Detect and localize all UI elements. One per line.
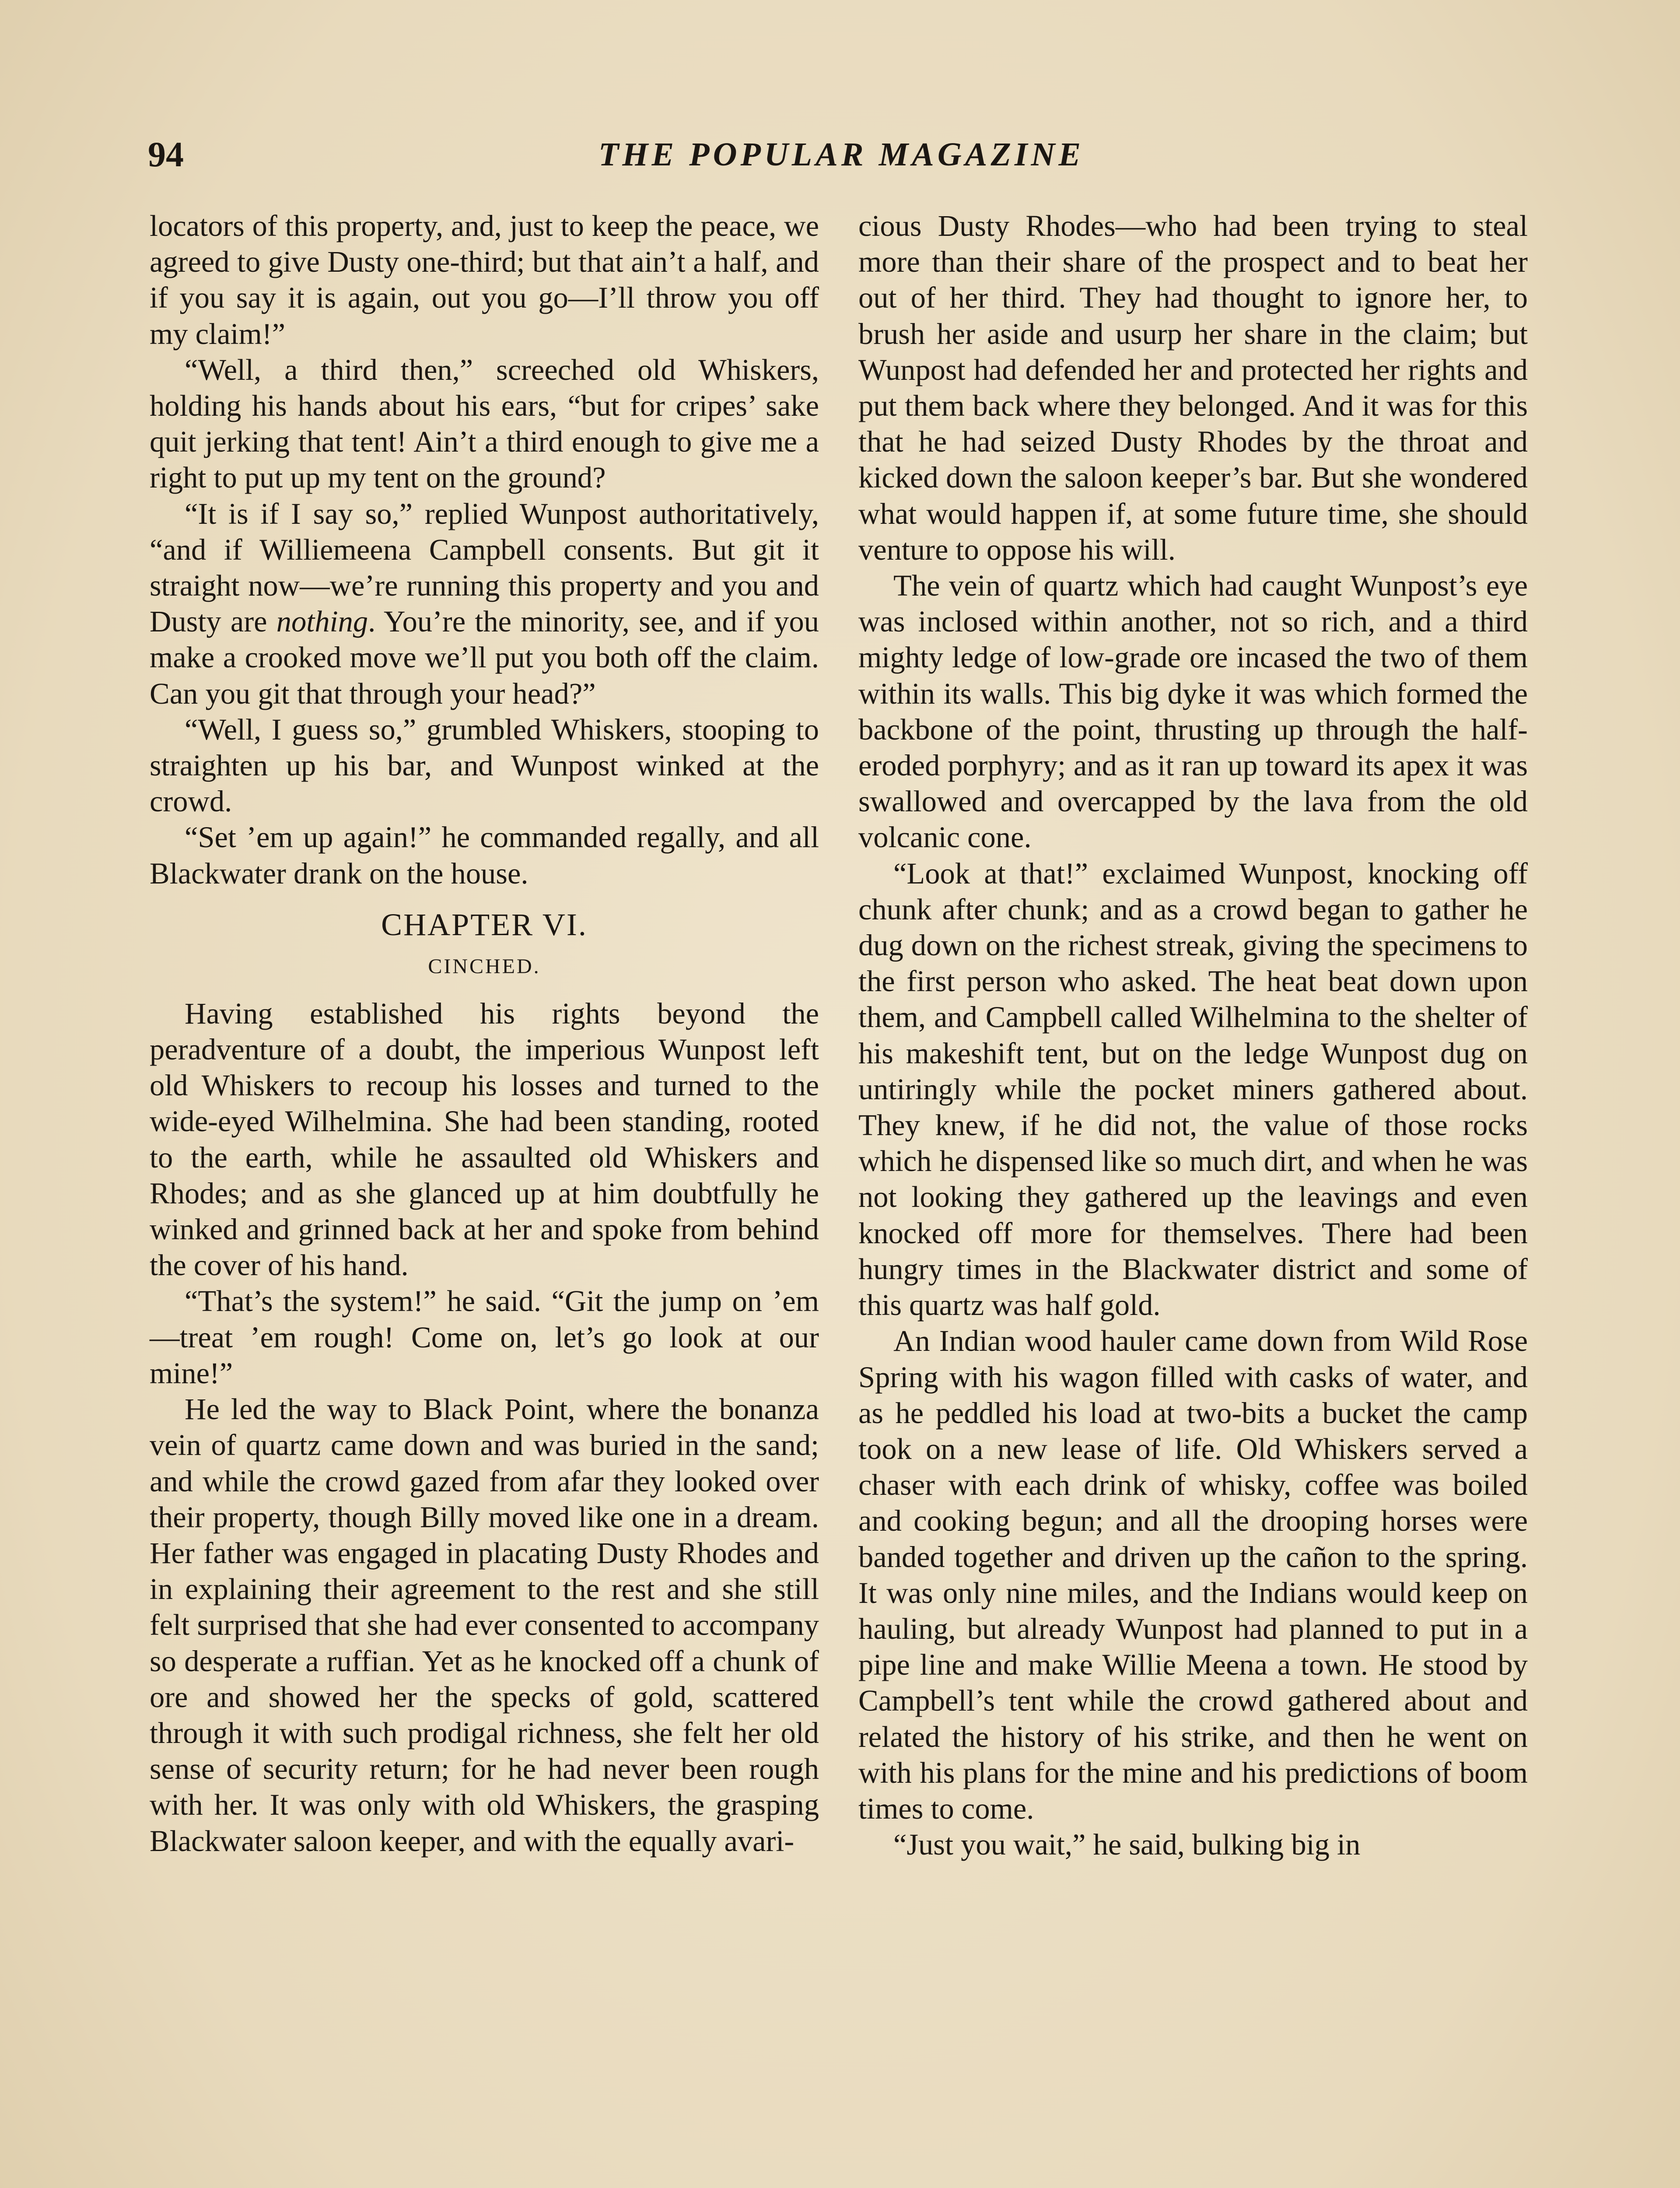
chapter-subheading: CINCHED.	[428, 954, 541, 978]
running-head: THE POPULAR MAGAZINE	[598, 136, 1085, 173]
paragraph: cious Dusty Rhodes—who had been trying to steal more than their share of the prospect and to beat her out of her third. They had thought to ignore her, to brush her aside and usurp her share in the claim; but Wunpost had defended her and protected her rights and put them back where they belonged. And it was for this that he had seized Dusty Rhodes by the throat and kicked down the saloon keeper’s bar. But she wondered what would happen if, at some future time, she should venture to oppose his will.	[858, 209, 1528, 566]
emphasis-text: nothing	[276, 605, 368, 638]
page-number: 94	[148, 134, 184, 174]
chapter-heading: CHAPTER VI.	[381, 907, 588, 942]
paragraph: “Well, I guess so,” grumbled Whiskers, stooping to straighten up his bar, and Wunpost winked at the crowd.	[150, 712, 819, 818]
paragraph: “Look at that!” exclaimed Wunpost, knocking off chunk after chunk; and as a crowd began to gather he dug down on the richest streak, giving the specimens to the first person who asked. The heat beat down upon them, and Campbell called Wilhelmina to the shelter of his makeshift tent, but on the ledge Wunpost dug on untiringly while the pocket miners gathered about. They knew, if he did not, the value of those rocks which he dispensed like so much dirt, and when he was not looking they gathered up the leavings and even knocked off more for themselves. There had been hungry times in the Blackwater district and some of this quartz was half gold.	[858, 856, 1528, 1322]
left-column	[150, 208, 819, 1859]
paragraph: “Just you wait,” he said, bulking big in	[893, 1828, 1361, 1862]
paragraph: “Well, a third then,” screeched old Whiskers, holding his hands about his ears, “but for cripes’ sake quit jerking that tent! Ain’t a third enough to give me a right to put up my tent on the ground?	[150, 353, 819, 494]
paragraph-text: . You’re the minority, see, and if you make a crooked move we’ll put you both off the claim. Can you git that through your head?”	[150, 605, 819, 710]
paragraph: locators of this property, and, just to keep the peace, we agreed to give Dusty one-third; but that ain’t a half, and if you say it is again, out you go—I’ll throw you off my claim!”	[150, 209, 819, 351]
paragraph-text: “It is if I say so,” replied Wunpost authoritatively, “and if Williemeena Campbell consents. But git it straight now—we’re running this property and you and Dusty are	[150, 497, 819, 638]
paragraph: He led the way to Black Point, where the bonanza vein of quartz came down and was buried in the sand; and while the crowd gazed from afar they looked over their property, though Billy moved like one in a dream. Her father was engaged in placating Dusty Rhodes and in explaining their agreement to the rest and she still felt surprised that she had ever consented to accompany so desperate a ruffian. Yet as he knocked off a chunk of ore and showed her the specks of gold, scattered through it with such prodigal richness, she felt her old sense of security return; for he had never been rough with her. It was only with old Whiskers, the grasping Blackwater saloon keeper, and with the equally avari-	[150, 1392, 819, 1858]
paragraph	[150, 496, 819, 712]
paragraph: An Indian wood hauler came down from Wild Rose Spring with his wagon filled with casks of water, and as he peddled his load at two-bits a bucket the camp took on a new lease of life. Old Whiskers served a chaser with each drink of whisky, coffee was boiled and cooking begun; and all the drooping horses were banded together and driven up the cañon to the spring. It was only nine miles, and the Indians would keep on hauling, but already Wunpost had planned to put in a pipe line and make Willie Meena a town. He stood by Campbell’s tent while the crowd gathered about and related the history of his strike, and then he went on with his plans for the mine and his predictions of boom times to come.	[858, 1324, 1528, 1825]
paragraph: Having established his rights beyond the peradventure of a doubt, the imperious Wunpost left old Whiskers to recoup his losses and turned to the wide-eyed Wilhelmina. She had been standing, rooted to the earth, while he assaulted old Whiskers and Rhodes; and as she glanced up at him doubtfully he winked and grinned back at her and spoke from behind the cover of his hand.	[150, 996, 819, 1282]
paragraph: “That’s the system!” he said. “Git the jump on ’em—treat ’em rough! Come on, let’s go look at our mine!”	[150, 1284, 819, 1390]
paragraph: The vein of quartz which had caught Wunpost’s eye was inclosed within another, not so rich, and a third mighty ledge of low-grade ore incased the two of them within its walls. This big dyke it was which formed the backbone of the point, thrusting up through the half-eroded porphyry; and as it ran up toward its apex it was swallowed and overcapped by the lava from the old volcanic cone.	[858, 569, 1528, 854]
right-column	[858, 208, 1528, 1862]
paragraph: “Set ’em up again!” he commanded regally, and all Blackwater drank on the house.	[150, 820, 819, 890]
page-header	[148, 126, 1535, 183]
